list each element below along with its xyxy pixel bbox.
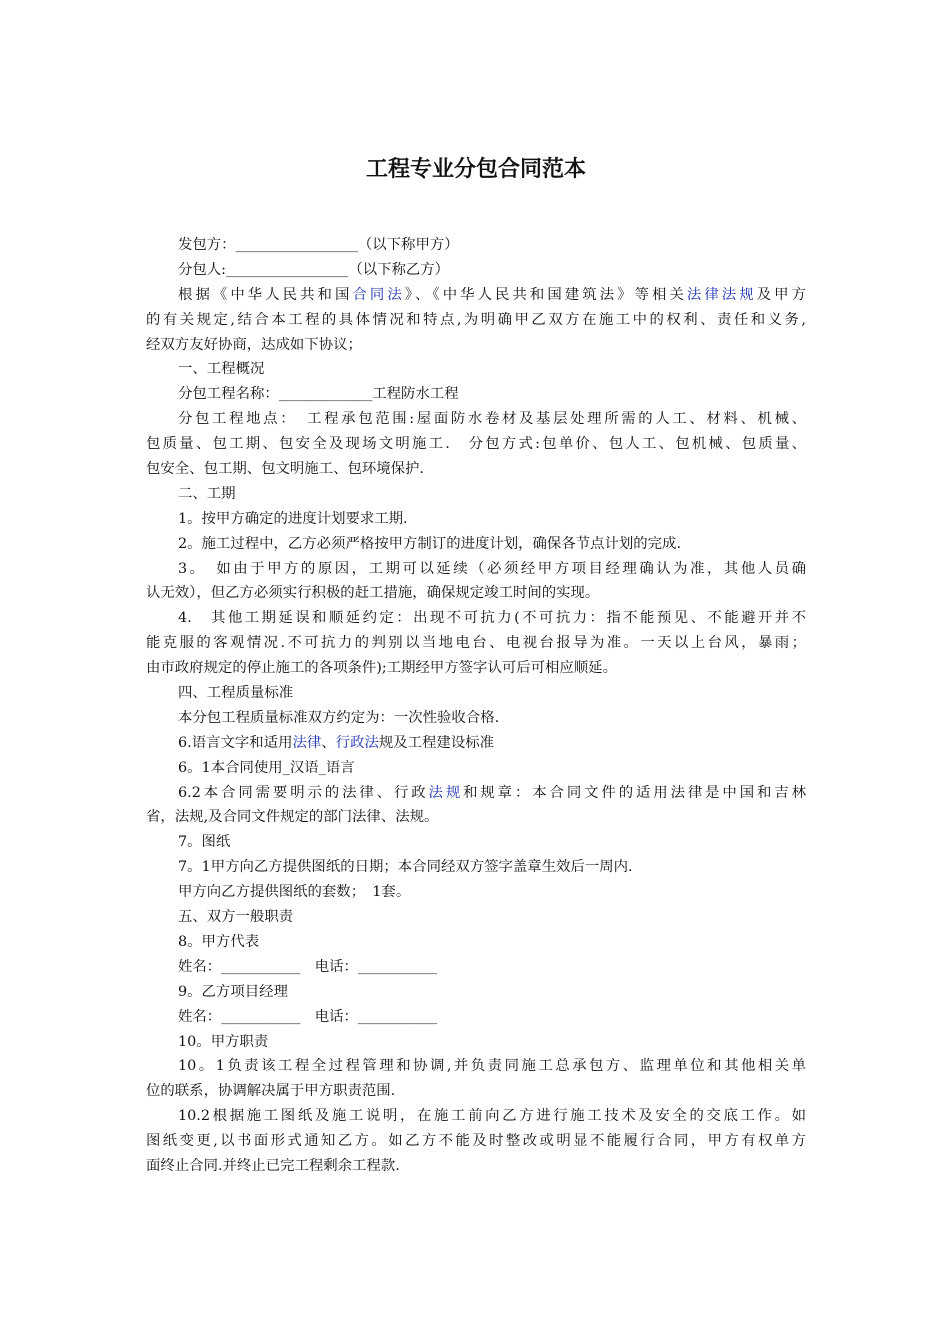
text-line: [146, 1054, 806, 1079]
text-span: 7。1甲方向乙方提供图纸的日期；本合同经双方签字盖章生效后一周内.: [178, 859, 633, 876]
hyperlink[interactable]: 行政法: [335, 734, 379, 751]
text-span: 2。施工过程中，乙方必须严格按甲方制订的进度计划，确保各节点计划的完成.: [178, 535, 682, 552]
hyperlink[interactable]: 法规: [428, 784, 464, 801]
text-span: 能克服的客观情况.不可抗力的判别以当地电台、电视台报导为准。一天以上台风，暴雨；: [146, 635, 806, 652]
text-span: 根据《中华人民共和国: [178, 286, 353, 303]
text-span: 位的联系，协调解决属于甲方职责范围.: [146, 1083, 396, 1100]
text-line: [146, 1005, 806, 1030]
text-span: 面终止合同.并终止已完工程剩余工程款.: [146, 1157, 400, 1174]
text-line: [146, 308, 806, 333]
text-line: [146, 631, 806, 656]
text-span: 6。1本合同使用_汉语_语言: [178, 759, 355, 776]
text-span: 6.语言文字和适用: [178, 734, 293, 751]
text-span: 省，法规,及合同文件规定的部门法律、法规。: [146, 809, 439, 826]
text-line: [146, 905, 806, 930]
text-line: [146, 706, 806, 731]
text-span: 10。1负责该工程全过程管理和协调,并负责同施工总承包方、监理单位和其他相关单: [178, 1058, 806, 1075]
text-span: 包质量、包工期、包安全及现场文明施工. 分包方式:包单价、包人工、包机械、包质量、: [146, 436, 806, 453]
text-line: [146, 258, 806, 283]
text-line: [146, 432, 806, 457]
text-line: [146, 781, 806, 806]
text-line: [146, 880, 806, 905]
text-line: [146, 756, 806, 781]
text-line: [146, 830, 806, 855]
text-span: 图纸变更,以书面形式通知乙方。如乙方不能及时整改或明显不能履行合同，甲方有权单方: [146, 1133, 806, 1150]
hyperlink[interactable]: 法律: [292, 734, 322, 751]
document-title: 工程专业分包合同范本: [365, 157, 586, 182]
text-span: 、: [321, 734, 336, 751]
text-line: [146, 357, 806, 382]
text-span: 由市政府规定的停止施工的各项条件);工期经甲方签字认可后可相应顺延。: [146, 660, 617, 677]
text-span: 8。甲方代表: [178, 933, 260, 950]
text-line: [146, 382, 806, 407]
text-span: 9。乙方项目经理: [178, 983, 288, 1000]
text-span: 甲方向乙方提供图纸的套数； 1套。: [178, 884, 411, 901]
text-span: 分包人:_________________（以下称乙方）: [178, 261, 450, 278]
text-span: 姓名：___________ 电话：___________: [178, 958, 438, 975]
document-body: [146, 233, 806, 1179]
text-line: [146, 980, 806, 1005]
text-span: 6.2本合同需要明示的法律、行政: [178, 784, 429, 801]
text-span: 1。按甲方确定的进度计划要求工期.: [178, 510, 408, 527]
text-line: [146, 557, 806, 582]
text-line: [146, 805, 806, 830]
hyperlink[interactable]: 法律法规: [686, 286, 757, 303]
text-line: [146, 955, 806, 980]
text-line: [146, 532, 806, 557]
text-span: 二、工期: [178, 485, 236, 502]
text-line: [146, 581, 806, 606]
text-span: 7。图纸: [178, 834, 231, 851]
text-span: 本分包工程质量标准双方约定为：一次性验收合格.: [178, 709, 500, 726]
text-span: 五、双方一般职责: [178, 909, 294, 926]
text-span: 分包工程名称：_____________工程防水工程: [178, 386, 459, 403]
text-span: 姓名：___________ 电话：___________: [178, 1008, 438, 1025]
text-span: 及甲方: [756, 286, 806, 303]
text-line: [146, 1104, 806, 1129]
text-line: [146, 930, 806, 955]
text-line: [146, 507, 806, 532]
text-line: [146, 1154, 806, 1179]
text-span: 包安全、包工期、包文明施工、包环境保护.: [146, 461, 424, 478]
text-span: 一、工程概况: [178, 361, 265, 378]
text-line: [146, 1129, 806, 1154]
text-line: [146, 407, 806, 432]
text-line: [146, 606, 806, 631]
text-span: 的有关规定,结合本工程的具体情况和特点,为明确甲乙双方在施工中的权利、责任和义务,: [146, 311, 806, 328]
text-span: 经双方友好协商，达成如下协议；: [146, 336, 362, 353]
text-span: 和规章：本合同文件的适用法律是中国和吉林: [463, 784, 806, 801]
text-line: [146, 333, 806, 358]
text-span: 规及工程建设标准: [378, 734, 494, 751]
text-line: [146, 233, 806, 258]
text-span: 3。 如由于甲方的原因，工期可以延续（必须经甲方项目经理确认为准，其他人员确: [178, 560, 806, 577]
text-span: 》、《中华人民共和国建筑法》等相关: [404, 286, 687, 303]
text-line: [146, 283, 806, 308]
text-line: [146, 482, 806, 507]
text-span: 发包方：_________________（以下称甲方）: [178, 237, 459, 253]
text-line: [146, 457, 806, 482]
text-line: [146, 656, 806, 681]
text-line: [146, 1079, 806, 1104]
text-span: 10.2根据施工图纸及施工说明，在施工前向乙方进行施工技术及安全的交底工作。如: [178, 1108, 806, 1125]
text-span: 4. 其他工期延误和顺延约定：出现不可抗力(不可抗力：指不能预见、不能避开并不: [178, 610, 806, 627]
text-line: [146, 1030, 806, 1055]
text-line: [146, 855, 806, 880]
text-span: 分包工程地点： 工程承包范围:屋面防水卷材及基层处理所需的人工、材料、机械、: [178, 411, 806, 428]
text-span: 认无效），但乙方必须实行积极的赶工措施，确保规定竣工时间的实现。: [146, 585, 600, 602]
text-line: [146, 731, 806, 756]
text-line: [146, 681, 806, 706]
text-span: 10。甲方职责: [178, 1033, 269, 1050]
text-span: 四、工程质量标准: [178, 685, 294, 702]
hyperlink[interactable]: 合同法: [352, 286, 405, 303]
